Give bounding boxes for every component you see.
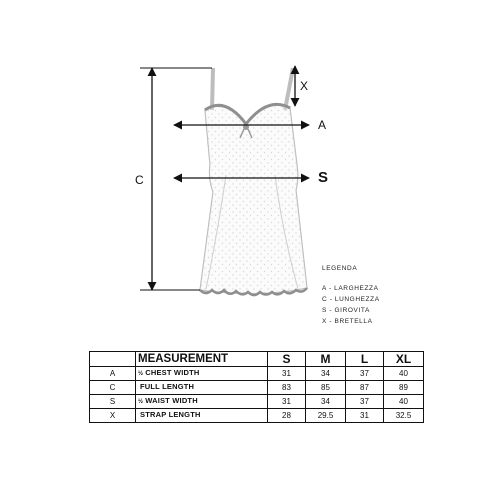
- row-measurement: [136, 367, 268, 381]
- legend-item: S - GIROVITA: [322, 307, 370, 314]
- label-c: C: [135, 173, 144, 187]
- row-code: C: [90, 381, 136, 395]
- legend-title: LEGENDA: [322, 265, 358, 272]
- row-measurement: [136, 395, 268, 409]
- cell-l: 31: [346, 409, 384, 423]
- legend-item: X - BRETELLA: [322, 318, 373, 325]
- row-name: STRAP LENGTH: [140, 410, 201, 419]
- label-x: X: [300, 79, 309, 93]
- header-measurement: MEASUREMENT: [136, 352, 268, 367]
- label-s: S: [318, 169, 329, 186]
- cell-xl: 89: [384, 381, 424, 395]
- cell-m: 34: [306, 395, 346, 409]
- cell-m: 85: [306, 381, 346, 395]
- row-name: FULL LENGTH: [140, 382, 195, 391]
- header-size-m: M: [306, 352, 346, 367]
- cell-xl: 32.5: [384, 409, 424, 423]
- row-measurement: [136, 409, 268, 423]
- cell-m: 29.5: [306, 409, 346, 423]
- cell-l: 37: [346, 367, 384, 381]
- header-size-xl: XL: [384, 352, 424, 367]
- size-table: [89, 351, 424, 423]
- row-fraction: ½: [138, 371, 144, 377]
- row-name: WAIST WIDTH: [145, 396, 198, 405]
- table-row: [90, 381, 424, 395]
- row-code: X: [90, 409, 136, 423]
- header-size-l: L: [346, 352, 384, 367]
- legend: [322, 263, 380, 327]
- cell-s: 28: [268, 409, 306, 423]
- row-measurement: [136, 381, 268, 395]
- row-code: A: [90, 367, 136, 381]
- row-name: CHEST WIDTH: [145, 368, 200, 377]
- row-code: S: [90, 395, 136, 409]
- table-header-row: [90, 352, 424, 367]
- legend-item: C - LUNGHEZZA: [322, 296, 380, 303]
- cell-l: 87: [346, 381, 384, 395]
- cell-s: 31: [268, 367, 306, 381]
- cell-s: 31: [268, 395, 306, 409]
- cell-xl: 40: [384, 367, 424, 381]
- cell-s: 83: [268, 381, 306, 395]
- table-row: [90, 409, 424, 423]
- cell-xl: 40: [384, 395, 424, 409]
- label-a: A: [318, 118, 327, 132]
- table-row: [90, 395, 424, 409]
- table-row: [90, 367, 424, 381]
- cell-m: 34: [306, 367, 346, 381]
- legend-item: A - LARGHEZZA: [322, 285, 379, 292]
- header-size-s: S: [268, 352, 306, 367]
- row-fraction: ½: [138, 399, 144, 405]
- header-blank: [90, 352, 136, 367]
- cell-l: 37: [346, 395, 384, 409]
